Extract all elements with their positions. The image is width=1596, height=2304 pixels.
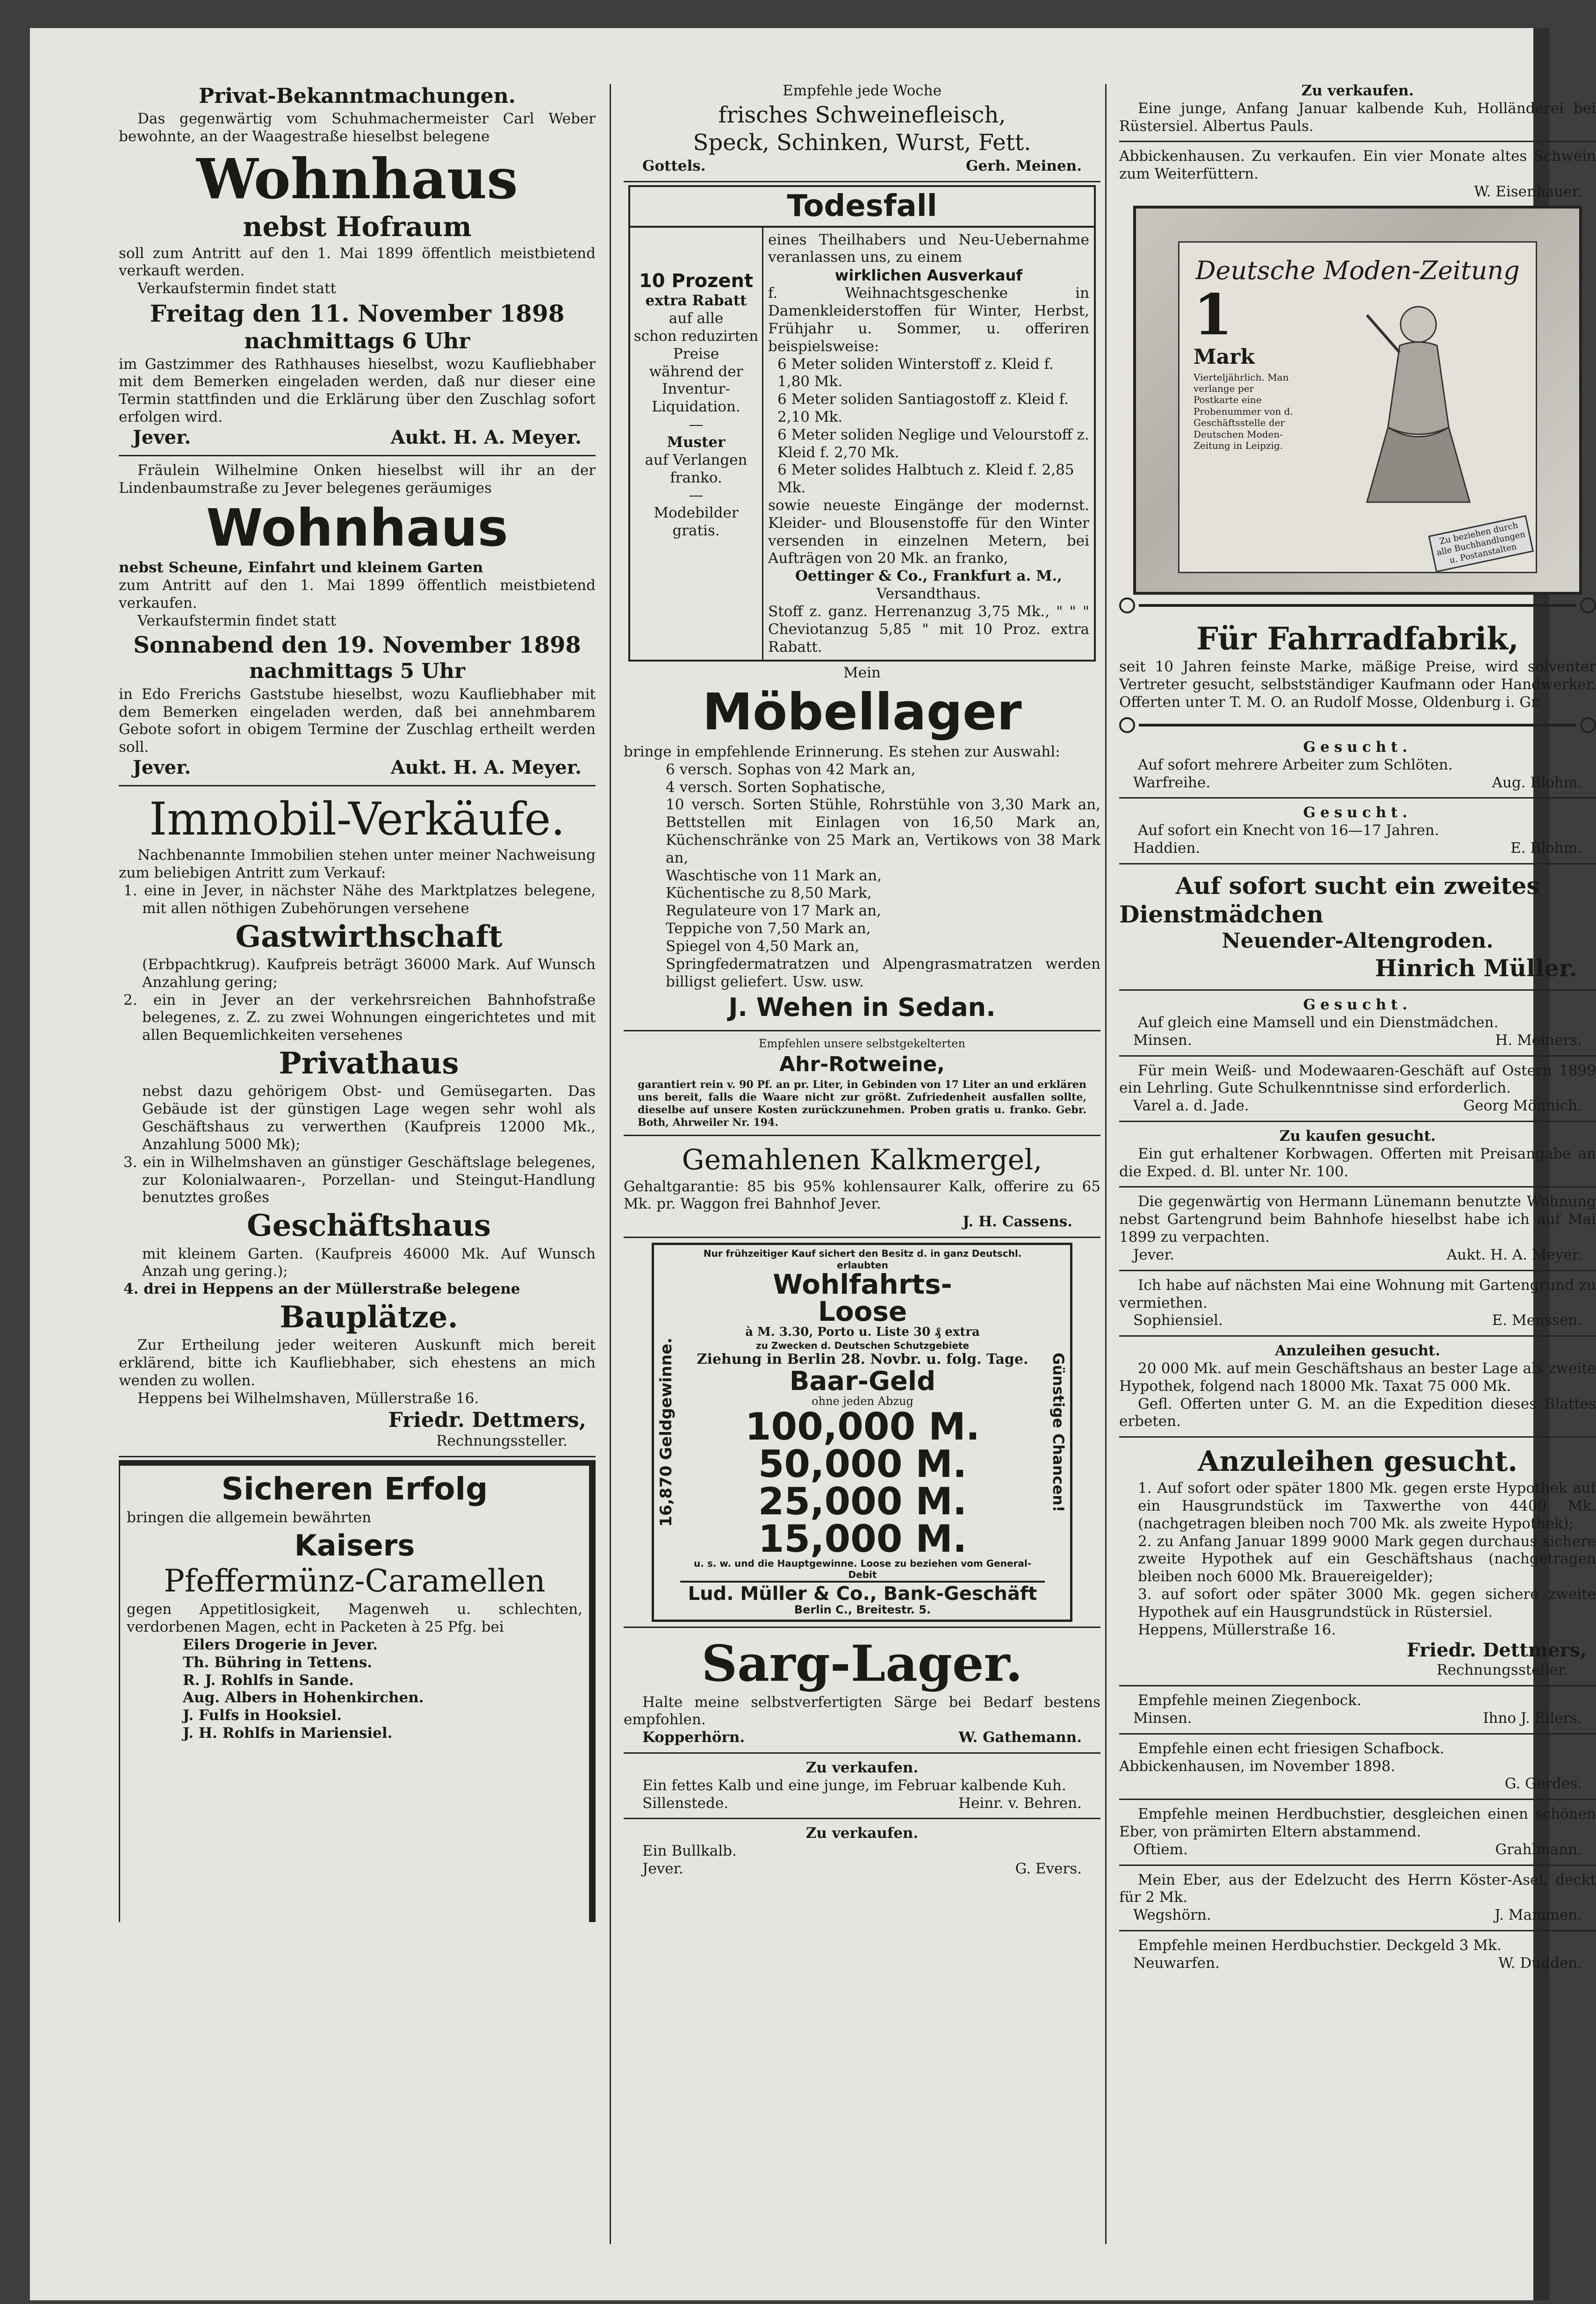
item-heading: Privathaus — [279, 1046, 459, 1081]
price-item: 6 Meter solides Halbtuch z. Kleid f. 2,85 Mk. — [777, 461, 1074, 497]
side-text: 16,870 Geldgewinne. — [657, 1338, 676, 1527]
list-item: 2. ein in Jever an der verkehrsreichen Bahnhofstraße belegenes, z. Z. zu zwei Wohnungen eingerichtetes und mit allen Bequemlichkeiten versehenes — [123, 991, 596, 1044]
divider — [1119, 1186, 1596, 1188]
ad-text: bringe in empfehlende Erinnerung. Es stehen zur Auswahl: — [624, 743, 1060, 760]
ad-signature: Aukt. H. A. Meyer. — [1446, 1246, 1582, 1263]
ad-signature: W. Eisenhauer. — [1474, 183, 1582, 201]
sidebar-line: Preise — [673, 345, 719, 362]
ad-schweinefleisch — [624, 79, 1100, 178]
prize-amount: 25,000 M. — [758, 1479, 967, 1523]
list-item: Teppiche von 7,50 Mark an, — [666, 920, 871, 937]
ad-wohlfahrts-lotterie — [652, 1243, 1072, 1622]
ad-moebellager — [624, 662, 1100, 1027]
ad-headline: Dienstmädchen — [1119, 900, 1323, 928]
ad-herdbuchstier-dudden — [1119, 1934, 1596, 1975]
ad-text: Verkaufstermin findet statt — [137, 612, 336, 629]
ad-text: Abbickenhausen. Zu verkaufen. Ein vier Monate altes Schwein zum Weiterfüttern. — [1119, 148, 1596, 183]
divider — [624, 1135, 1100, 1136]
ad-text: Mein Eber, aus der Edelzucht des Herrn Köster-Asel, deckt für 2 Mk. — [1119, 1871, 1596, 1906]
column-rule-1 — [610, 84, 611, 2244]
divider — [1119, 797, 1596, 799]
firm-sub: Versandthaus. — [876, 585, 981, 603]
item-heading: Geschäftshaus — [246, 1208, 491, 1244]
list-item: 1. Auf sofort oder später 1800 Mk. gegen erste Hypothek auf ein Hausgrundstück im Taxwerthe von 4400 Mk. (nachgetragen bleiben noch 700 Mk. als zweite Hypothek); — [1138, 1480, 1596, 1532]
ad-text: u. s. w. und die Hauptgewinne. Loose zu beziehen vom General-Debit — [694, 1557, 1031, 1581]
sidebar-line: Modebilder — [654, 504, 739, 522]
ad-text: Eine junge, Anfang Januar kalbende Kuh, Holländerei bei Rüstersiel. Albertus Pauls. — [1119, 100, 1596, 135]
ad-zu-verkaufen-evers — [624, 1822, 1100, 1880]
ad-text: seit 10 Jahren feinste Marke, mäßige Preise, wird solventer Vertreter gesucht, selbstständiger Kaufmann oder Handwerker. Offerten unter T. M. O. an Rudolf Mosse, Oldenburg i. Gr. — [1119, 658, 1596, 711]
ad-headline: Auf sofort sucht ein zweites — [1175, 871, 1540, 900]
item-text: mit kleinem Garten. (Kaufpreis 46000 Mk. Auf Wunsch Anzah ung gering.); — [142, 1245, 596, 1280]
ad-text: Empfehlen unsere selbstgekelterten — [758, 1037, 966, 1050]
sidebar-line: auf Verlangen — [645, 451, 748, 468]
side-text: Günstige Chancen! — [1050, 1352, 1067, 1512]
prize-amount: 15,000 M. — [758, 1517, 967, 1561]
ad-place: Abbickenhausen, im November 1898. — [1119, 1757, 1395, 1775]
ad-anzuleihen-2 — [1119, 1440, 1596, 1682]
list-item: Spiegel von 4,50 Mark an, — [666, 937, 860, 955]
ad-heading: Gesucht. — [1303, 804, 1412, 821]
list-item: Springfedermatratzen und Alpengrasmatratzen werden billigst geliefert. Usw. usw. — [666, 955, 1100, 990]
list-item: Küchentische zu 8,50 Mark, — [666, 885, 872, 902]
divider — [1119, 1930, 1596, 1931]
item-heading: Bauplätze. — [280, 1300, 458, 1335]
ad-gesucht-arbeiter — [1119, 736, 1596, 794]
seller-item: Eilers Drogerie in Jever. — [183, 1636, 378, 1653]
ad-text: Stoff z. ganz. Herrenanzug 3,75 Mk., " " " Cheviotanzug 5,85 " mit 10 Proz. extra Rabatt. — [768, 603, 1089, 655]
ad-text: Empfehle einen echt friesigen Schafbock. — [1138, 1740, 1445, 1757]
divider — [1119, 1436, 1596, 1438]
list-item: 2. zu Anfang Januar 1899 9000 Mark gegen durchaus sichere zweite Hypothek auf ein Geschäftshaus (nachgetragen bleiben noch 6000 Mk. Brauereigelder); — [1138, 1533, 1596, 1585]
ad-headline: Für Fahrradfabrik, — [1196, 620, 1519, 657]
ad-place: Jever. — [642, 1860, 683, 1877]
ad-headline: Ahr-Rotweine, — [779, 1052, 945, 1076]
divider — [1119, 863, 1596, 864]
divider — [624, 1818, 1100, 1819]
ad-signature: J. H. Cassens. — [963, 1213, 1072, 1231]
ad-subhead: nebst Scheune, Einfahrt und kleinem Garten — [119, 559, 483, 576]
cash-label: Baar-Geld — [789, 1366, 936, 1397]
ad-signature: Aukt. H. A. Meyer. — [390, 426, 582, 448]
ad-text: Das gegenwärtig vom Schuhmachermeister Carl Weber bewohnte, an der Waagestraße hieselbst belegene — [119, 110, 596, 145]
ad-fahrradfabrik — [1119, 616, 1596, 714]
list-item: 10 versch. Sorten Stühle, Rohrstühle von 3,30 Mark an, Bettstellen mit Einlagen von 16,50 Mark an, Küchenschränke von 25 Mark an, Vertikows von 38 Mark an, — [666, 796, 1100, 866]
ad-headline: frisches Schweinefleisch, — [718, 101, 1006, 128]
ad-headline: Todesfall — [630, 187, 1094, 227]
ad-highlight: wirklichen Ausverkauf — [834, 266, 1023, 285]
draw-date: Ziehung in Berlin 28. Novbr. u. folg. Tage. — [697, 1351, 1028, 1368]
ad-place: Gottels. — [642, 158, 706, 175]
price-item: 6 Meter soliden Santiagostoff z. Kleid f. 2,10 Mk. — [777, 391, 1069, 425]
ad-text: eines Theilhabers und Neu-Uebernahme veranlassen uns, zu einem — [768, 231, 1089, 266]
illustration-woman — [1301, 287, 1536, 507]
sidebar-line: extra Rabatt — [645, 292, 747, 310]
seller-item: Aug. Albers in Hohenkirchen. — [183, 1689, 424, 1706]
ad-text: Empfehle meinen Ziegenbock. — [1138, 1692, 1362, 1709]
ad-headline: Wohlfahrts- — [773, 1268, 952, 1300]
price-number: 1 — [1193, 282, 1233, 348]
ad-ziegenbock — [1119, 1689, 1596, 1730]
firm-address: Berlin C., Breitestr. 5. — [794, 1603, 931, 1616]
ad-schafbock — [1119, 1737, 1596, 1796]
ad-signature: Grahlmann. — [1495, 1841, 1582, 1858]
seller-item: R. J. Rohlfs in Sande. — [183, 1671, 354, 1689]
ad-heading: Gesucht. — [1303, 738, 1412, 756]
ad-headline: Möbellager — [702, 683, 1022, 742]
ad-signature: Ihno J. Eilers. — [1483, 1709, 1582, 1727]
ad-text: Halte meine selbstverfertigten Särge bei Bedarf bestens empfohlen. — [624, 1693, 1100, 1728]
column-rule-2 — [1105, 84, 1107, 2244]
ad-moden-zeitung — [1133, 206, 1582, 595]
ad-signature: Friedr. Dettmers, — [388, 1408, 586, 1432]
ad-place: Wegshörn. — [1133, 1907, 1211, 1924]
brand-name: Kaisers — [294, 1528, 415, 1562]
ad-place: Heppens bei Wilhelmshaven, Müllerstraße 16. — [137, 1390, 479, 1407]
ad-text: zum Antritt auf den 1. Mai 1899 öffentlich meistbietend verkaufen. — [119, 577, 596, 612]
firm-name: Oettinger & Co., Frankfurt a. M., — [795, 568, 1062, 585]
ad-text: Empfehle meinen Herdbuchstier, desgleichen einen schönen Eber, von prämirten Eltern abstammend. — [1119, 1806, 1596, 1841]
sidebar-line: — — [689, 416, 704, 433]
ad-text: bringen die allgemein bewährten — [127, 1509, 372, 1526]
ad-text: f. Weihnachtsgeschenke in Damenkleiderstoffen für Winter, Herbst, Frühjahr u. Sommer, u. offeriren beispielsweise: — [768, 285, 1089, 355]
ad-place: Jever. — [133, 426, 191, 448]
sidebar-line: Muster — [667, 433, 726, 451]
item-text: (Erbpachtkrug). Kaufpreis beträgt 36000 Mark. Auf Wunsch Anzahlung gering; — [142, 956, 596, 991]
ad-text: garantiert rein v. 90 Pf. an pr. Liter, in Gebinden von 17 Liter an und erklären uns bereit, falls die Waare nicht zur größt. Zufriedenheit ausfallen sollte, dieselbe auf unsere Kosten zurückzunehmen. Proben gratis u. franko. Gebr. Both, Ahrweiler Nr. 194. — [638, 1079, 1086, 1129]
ad-wohnung-luenemann — [1119, 1190, 1596, 1267]
firm-name: Lud. Müller & Co., Bank-Geschäft — [680, 1581, 1045, 1603]
divider — [1119, 1733, 1596, 1735]
ad-gesucht-knecht — [1119, 801, 1596, 860]
divider — [1119, 1799, 1596, 1800]
divider — [1119, 1685, 1596, 1686]
ad-text: ohne jeden Abzug — [812, 1394, 913, 1408]
ad-signature: G. Gerdes. — [1504, 1775, 1582, 1793]
ad-headline: Sicheren Erfolg — [221, 1471, 488, 1507]
divider — [1119, 1121, 1596, 1122]
ad-text: Für mein Weiß- und Modewaaren-Geschäft auf Ostern 1899 ein Lehrling. Gute Schulkenntnisse sind erforderlich. — [1119, 1062, 1596, 1097]
ad-kuh-pauls — [1119, 79, 1596, 138]
ad-place: Oftiem. — [1133, 1841, 1188, 1858]
todes-sidebar — [630, 228, 763, 660]
ad-text: Mein — [843, 664, 881, 682]
ad-signature: W. Dudden. — [1498, 1954, 1582, 1972]
ad-text: in Edo Frerichs Gaststube hieselbst, wozu Kaufliebhaber mit dem Bemerken eingeladen werden, daß bei annehmbarem Gebote sofort in obigem Termine der Zuschlag ertheilt werden soll. — [119, 685, 596, 756]
ad-text: Gefl. Offerten unter G. M. an die Expedition dieses Blattes erbeten. — [1119, 1395, 1596, 1430]
seller-item: J. Fulfs in Hooksiel. — [183, 1707, 342, 1724]
ad-subhead: nebst Hofraum — [243, 210, 472, 243]
ad-text: Zur Ertheilung jeder weiteren Auskunft mich bereit erklärend, bitte ich Kaufliebhaber, sich ehestens an mich wenden zu wollen. — [119, 1337, 596, 1390]
ad-place: Minsen. — [1133, 1709, 1192, 1727]
ad-text: Nachbenannte Immobilien stehen unter meiner Nachweisung zum beliebigen Antritt zum Verkauf: — [119, 847, 596, 882]
sidebar-line: während der — [649, 363, 743, 380]
ad-headline: Wohnhaus — [196, 146, 518, 212]
ad-signature: H. Meiners. — [1495, 1031, 1582, 1049]
ornament-divider — [1119, 598, 1596, 613]
ad-place: Minsen. — [1133, 1031, 1192, 1049]
ad-signature: Hinrich Müller. — [1375, 954, 1577, 982]
ad-signature-title: Rechnungssteller. — [436, 1433, 568, 1450]
ad-place: Varel a. d. Jade. — [1133, 1097, 1249, 1115]
ad-eber-mammen — [1119, 1869, 1596, 1927]
ad-dienstmaedchen — [1119, 867, 1596, 986]
ad-place: Haddien. — [1133, 839, 1201, 857]
divider — [1119, 989, 1596, 991]
list-item: Waschtische von 11 Mark an, — [666, 867, 882, 884]
sidebar-line: auf alle — [669, 310, 724, 327]
ad-heading: Zu verkaufen. — [1301, 82, 1414, 99]
ad-korbwagen — [1119, 1125, 1596, 1183]
ad-text: Ein gut erhaltener Korbwagen. Offerten mit Preisangabe an die Exped. d. Bl. unter Nr. 100. — [1119, 1145, 1596, 1180]
price-text: à M. 3.30, Porto u. Liste 30 ₰ extra — [745, 1325, 980, 1339]
divider — [624, 1237, 1100, 1238]
ad-text: Empfehle jede Woche — [783, 82, 942, 99]
prize-amount: 50,000 M. — [758, 1442, 967, 1486]
ad-signature: Aukt. H. A. Meyer. — [390, 756, 582, 778]
ad-signature-title: Rechnungssteller. — [1437, 1662, 1568, 1679]
column-3 — [1119, 79, 1596, 2277]
seller-item: J. H. Rohlfs in Mariensiel. — [183, 1725, 393, 1742]
ad-place: Heppens, Müllerstraße 16. — [1138, 1621, 1336, 1638]
divider — [119, 1456, 596, 1457]
divider — [624, 1752, 1100, 1754]
newspaper-page — [30, 28, 1596, 2300]
sidebar-line: franko. — [670, 469, 722, 486]
ad-signature: Aug. Blohm. — [1492, 774, 1582, 791]
divider — [1119, 1055, 1596, 1057]
ad-headline: Gemahlenen Kalkmergel, — [682, 1143, 1042, 1176]
ad-place: Jever. — [1133, 1246, 1174, 1263]
divider — [624, 1030, 1100, 1031]
ad-anzuleihen-1 — [1119, 1339, 1596, 1433]
item-heading: Gastwirthschaft — [235, 919, 503, 954]
ad-signature: E. Blohm. — [1510, 839, 1582, 857]
ad-wohnhaus-onken — [119, 459, 596, 782]
ad-date: Sonnabend den 19. November 1898 — [133, 632, 581, 658]
divider — [119, 455, 596, 456]
section-heading: Privat-Bekanntmachungen. — [198, 84, 516, 108]
sidebar-line: Liquidation. — [652, 398, 740, 416]
divider — [119, 785, 596, 786]
ad-kaisers — [119, 1460, 596, 1922]
ad-wohnhaus-weber — [119, 79, 596, 452]
ad-text: 20 000 Mk. auf mein Geschäftshaus an bester Lage als zweite Hypothek, folgend nach 18000 Mk. Taxat 75 000 Mk. — [1119, 1360, 1596, 1395]
ad-text: Ich habe auf nächsten Mai eine Wohnung mit Gartengrund zu vermiethen. — [1119, 1276, 1596, 1311]
ad-kalkmergel — [624, 1139, 1100, 1234]
ad-immobil — [119, 789, 596, 1453]
divider — [1119, 141, 1596, 142]
divider — [624, 181, 1100, 182]
prize-amount: 100,000 M. — [745, 1404, 980, 1448]
ad-todesfall — [624, 185, 1100, 662]
magazine-title: Deutsche Moden-Zeitung — [1195, 255, 1520, 285]
ad-signature: W. Gathemann. — [958, 1729, 1082, 1746]
ad-ahr-rotweine — [624, 1034, 1100, 1132]
divider — [1119, 1270, 1596, 1271]
price-item: 6 Meter soliden Neglige und Velourstoff z. Kleid f. 2,70 Mk. — [777, 426, 1089, 461]
ad-text: Vierteljährlich. Man verlange per Postkarte eine Probenummer von d. Geschäftsstelle der Deutschen Moden-Zeitung in Leipzig. — [1193, 371, 1293, 451]
ad-signature: Friedr. Dettmers, — [1406, 1639, 1587, 1661]
list-item: 4. drei in Heppens an der Müllerstraße belegene — [123, 1281, 520, 1298]
ad-signature: Gerh. Meinen. — [965, 158, 1082, 175]
ad-text: im Gastzimmer des Rathhauses hieselbst, wozu Kaufliebhaber mit dem Bemerken eingeladen werden, daß nur dieser eine Termin stattfinden und die Erklärung über den Zuschlag sofort erfolgen wird. — [119, 355, 596, 426]
divider — [624, 1627, 1100, 1628]
divider — [1119, 1865, 1596, 1866]
divider — [1119, 1335, 1596, 1337]
ad-place: Neuwarfen. — [1133, 1954, 1220, 1972]
ad-signature: Heinr. v. Behren. — [958, 1794, 1082, 1812]
ornament-divider — [1119, 717, 1596, 733]
ad-text: Auf sofort ein Knecht von 16—17 Jahren. — [1138, 822, 1439, 839]
ad-place: Kopperhörn. — [642, 1729, 745, 1746]
ad-text: Auf gleich eine Mamsell und ein Dienstmädchen. — [1138, 1014, 1499, 1031]
sidebar-line: — — [689, 487, 704, 504]
ad-schwein-eisenhauer — [1119, 145, 1596, 203]
ad-gesucht-mamsell — [1119, 994, 1596, 1052]
sidebar-line: Inventur- — [662, 381, 730, 398]
ad-heading: Zu verkaufen. — [805, 1825, 919, 1842]
ad-signature: E. Menssen. — [1492, 1312, 1582, 1329]
ad-headline: Sarg-Lager. — [701, 1634, 1023, 1692]
magazine-banner — [1428, 515, 1534, 573]
ad-place: Neuender-Altengroden. — [1222, 929, 1494, 953]
banner-text: Zu beziehen durch alle Buchhandlungen u. Postanstalten — [1436, 520, 1526, 566]
ad-signature: G. Evers. — [1015, 1860, 1082, 1877]
ad-text: zu Zwecken d. Deutschen Schutzgebiete — [755, 1339, 970, 1351]
sidebar-line: schon reduzirten — [633, 328, 759, 345]
ad-text: gegen Appetitlosigkeit, Magenweh u. schlechten, verdorbenen Magen, echt in Packeten à 25 Pfg. bei — [127, 1601, 582, 1636]
ad-headline: Speck, Schinken, Wurst, Fett. — [693, 129, 1031, 156]
ad-sarg-lager — [624, 1631, 1100, 1750]
ad-time: nachmittags 6 Uhr — [244, 328, 470, 354]
ad-headline: Immobil-Verkäufe. — [149, 792, 565, 845]
ad-signature: Georg Mönnich. — [1463, 1097, 1582, 1115]
ad-text: Verkaufstermin findet statt — [137, 280, 336, 297]
list-item: 6 versch. Sophas von 42 Mark an, — [666, 761, 916, 778]
ad-heading: Anzuleihen gesucht. — [1275, 1342, 1440, 1360]
ad-signature: J. Mammen. — [1495, 1907, 1582, 1924]
ad-herdbuchstier-grahlmann — [1119, 1803, 1596, 1861]
ad-time: nachmittags 5 Uhr — [249, 659, 466, 684]
ad-heading: Gesucht. — [1303, 996, 1412, 1014]
column-2 — [624, 79, 1100, 2277]
ad-signature: J. Wehen in Sedan. — [728, 993, 996, 1022]
list-item: Regulateure von 17 Mark an, — [666, 902, 881, 920]
ad-headline: Wohnhaus — [206, 498, 508, 558]
list-item: 3. auf sofort oder später 3000 Mk. gegen sichere zweite Hypothek auf ein Hausgrundstück in Rüstersiel. — [1138, 1586, 1596, 1620]
ad-text: Empfehle meinen Herdbuchstier. Deckgeld 3 Mk. — [1138, 1937, 1502, 1954]
ad-wohnung-menssen — [1119, 1274, 1596, 1332]
ad-heading: Zu kaufen gesucht. — [1279, 1128, 1436, 1145]
list-item: 4 versch. Sorten Sophatische, — [666, 778, 886, 796]
ad-date: Freitag den 11. November 1898 — [150, 300, 565, 328]
ad-place: Jever. — [133, 756, 191, 778]
price-item: 6 Meter soliden Winterstoff z. Kleid f. 1,80 Mk. — [777, 355, 1054, 390]
ad-place: Warfreihe. — [1133, 774, 1211, 791]
ad-text: soll zum Antritt auf den 1. Mai 1899 öffentlich meistbietend verkauft werden. — [119, 245, 596, 280]
ad-text: Nur frühzeitiger Kauf sichert den Besitz d. in ganz Deutschl. erlaubten — [703, 1248, 1022, 1271]
ad-headline: Anzuleihen gesucht. — [1197, 1445, 1518, 1478]
ad-heading: Zu verkaufen. — [805, 1759, 919, 1776]
ad-text: Die gegenwärtig von Hermann Lünemann benutzte Wohnung nebst Gartengrund beim Bahnhofe hieselbst habe ich auf Mai 1899 zu verpachten. — [1119, 1193, 1596, 1246]
ad-text: Auf sofort mehrere Arbeiter zum Schlöten. — [1138, 756, 1453, 773]
ad-text: Ein Bullkalb. — [642, 1843, 737, 1860]
ad-lehrling — [1119, 1059, 1596, 1118]
ad-headline: Loose — [818, 1295, 907, 1327]
seller-item: Th. Bühring in Tettens. — [183, 1654, 373, 1671]
sidebar-line: 10 Prozent — [639, 270, 754, 292]
column-1 — [119, 79, 596, 2277]
item-text: nebst dazu gehörigem Obst- und Gemüsegarten. Das Gebäude ist der günstigen Lage wegen sehr wohl als Geschäftshaus zu verwerthen (Kaufpreis 12000 Mk., Anzahlung 5000 Mk); — [142, 1083, 596, 1153]
price-unit: Mark — [1193, 345, 1255, 369]
ad-zu-verkaufen-behren — [624, 1757, 1100, 1815]
ad-text: Fräulein Wilhelmine Onken hieselbst will ihr an der Lindenbaumstraße zu Jever belegenes geräumiges — [119, 461, 596, 497]
product-name: Pfeffermünz-Caramellen — [164, 1562, 546, 1599]
ad-text: Gehaltgarantie: 85 bis 95% kohlensaurer Kalk, offerire zu 65 Mk. pr. Waggon frei Bahnhof Jever. — [624, 1178, 1100, 1213]
list-item: 1. eine in Jever, in nächster Nähe des Marktplatzes belegene, mit allen nöthigen Zubehörungen versehene — [123, 882, 596, 917]
ad-place: Sophiensiel. — [1133, 1312, 1223, 1329]
sidebar-line: gratis. — [672, 522, 720, 539]
ad-text: sowie neueste Eingänge der modernst. Kleider- und Blousenstoffe für den Winter versenden in einzelnen Metern, bei Aufträgen von 20 Mk. an franko, — [768, 497, 1089, 567]
list-item: 3. ein in Wilhelmshaven an günstiger Geschäftslage belegenes, zur Kolonialwaaren-, Porzellan- und Steingut-Handlung benutztes großes — [123, 1153, 596, 1206]
ad-text: Ein fettes Kalb und eine junge, im Februar kalbende Kuh. — [642, 1777, 1066, 1794]
ad-place: Sillenstede. — [642, 1794, 729, 1812]
